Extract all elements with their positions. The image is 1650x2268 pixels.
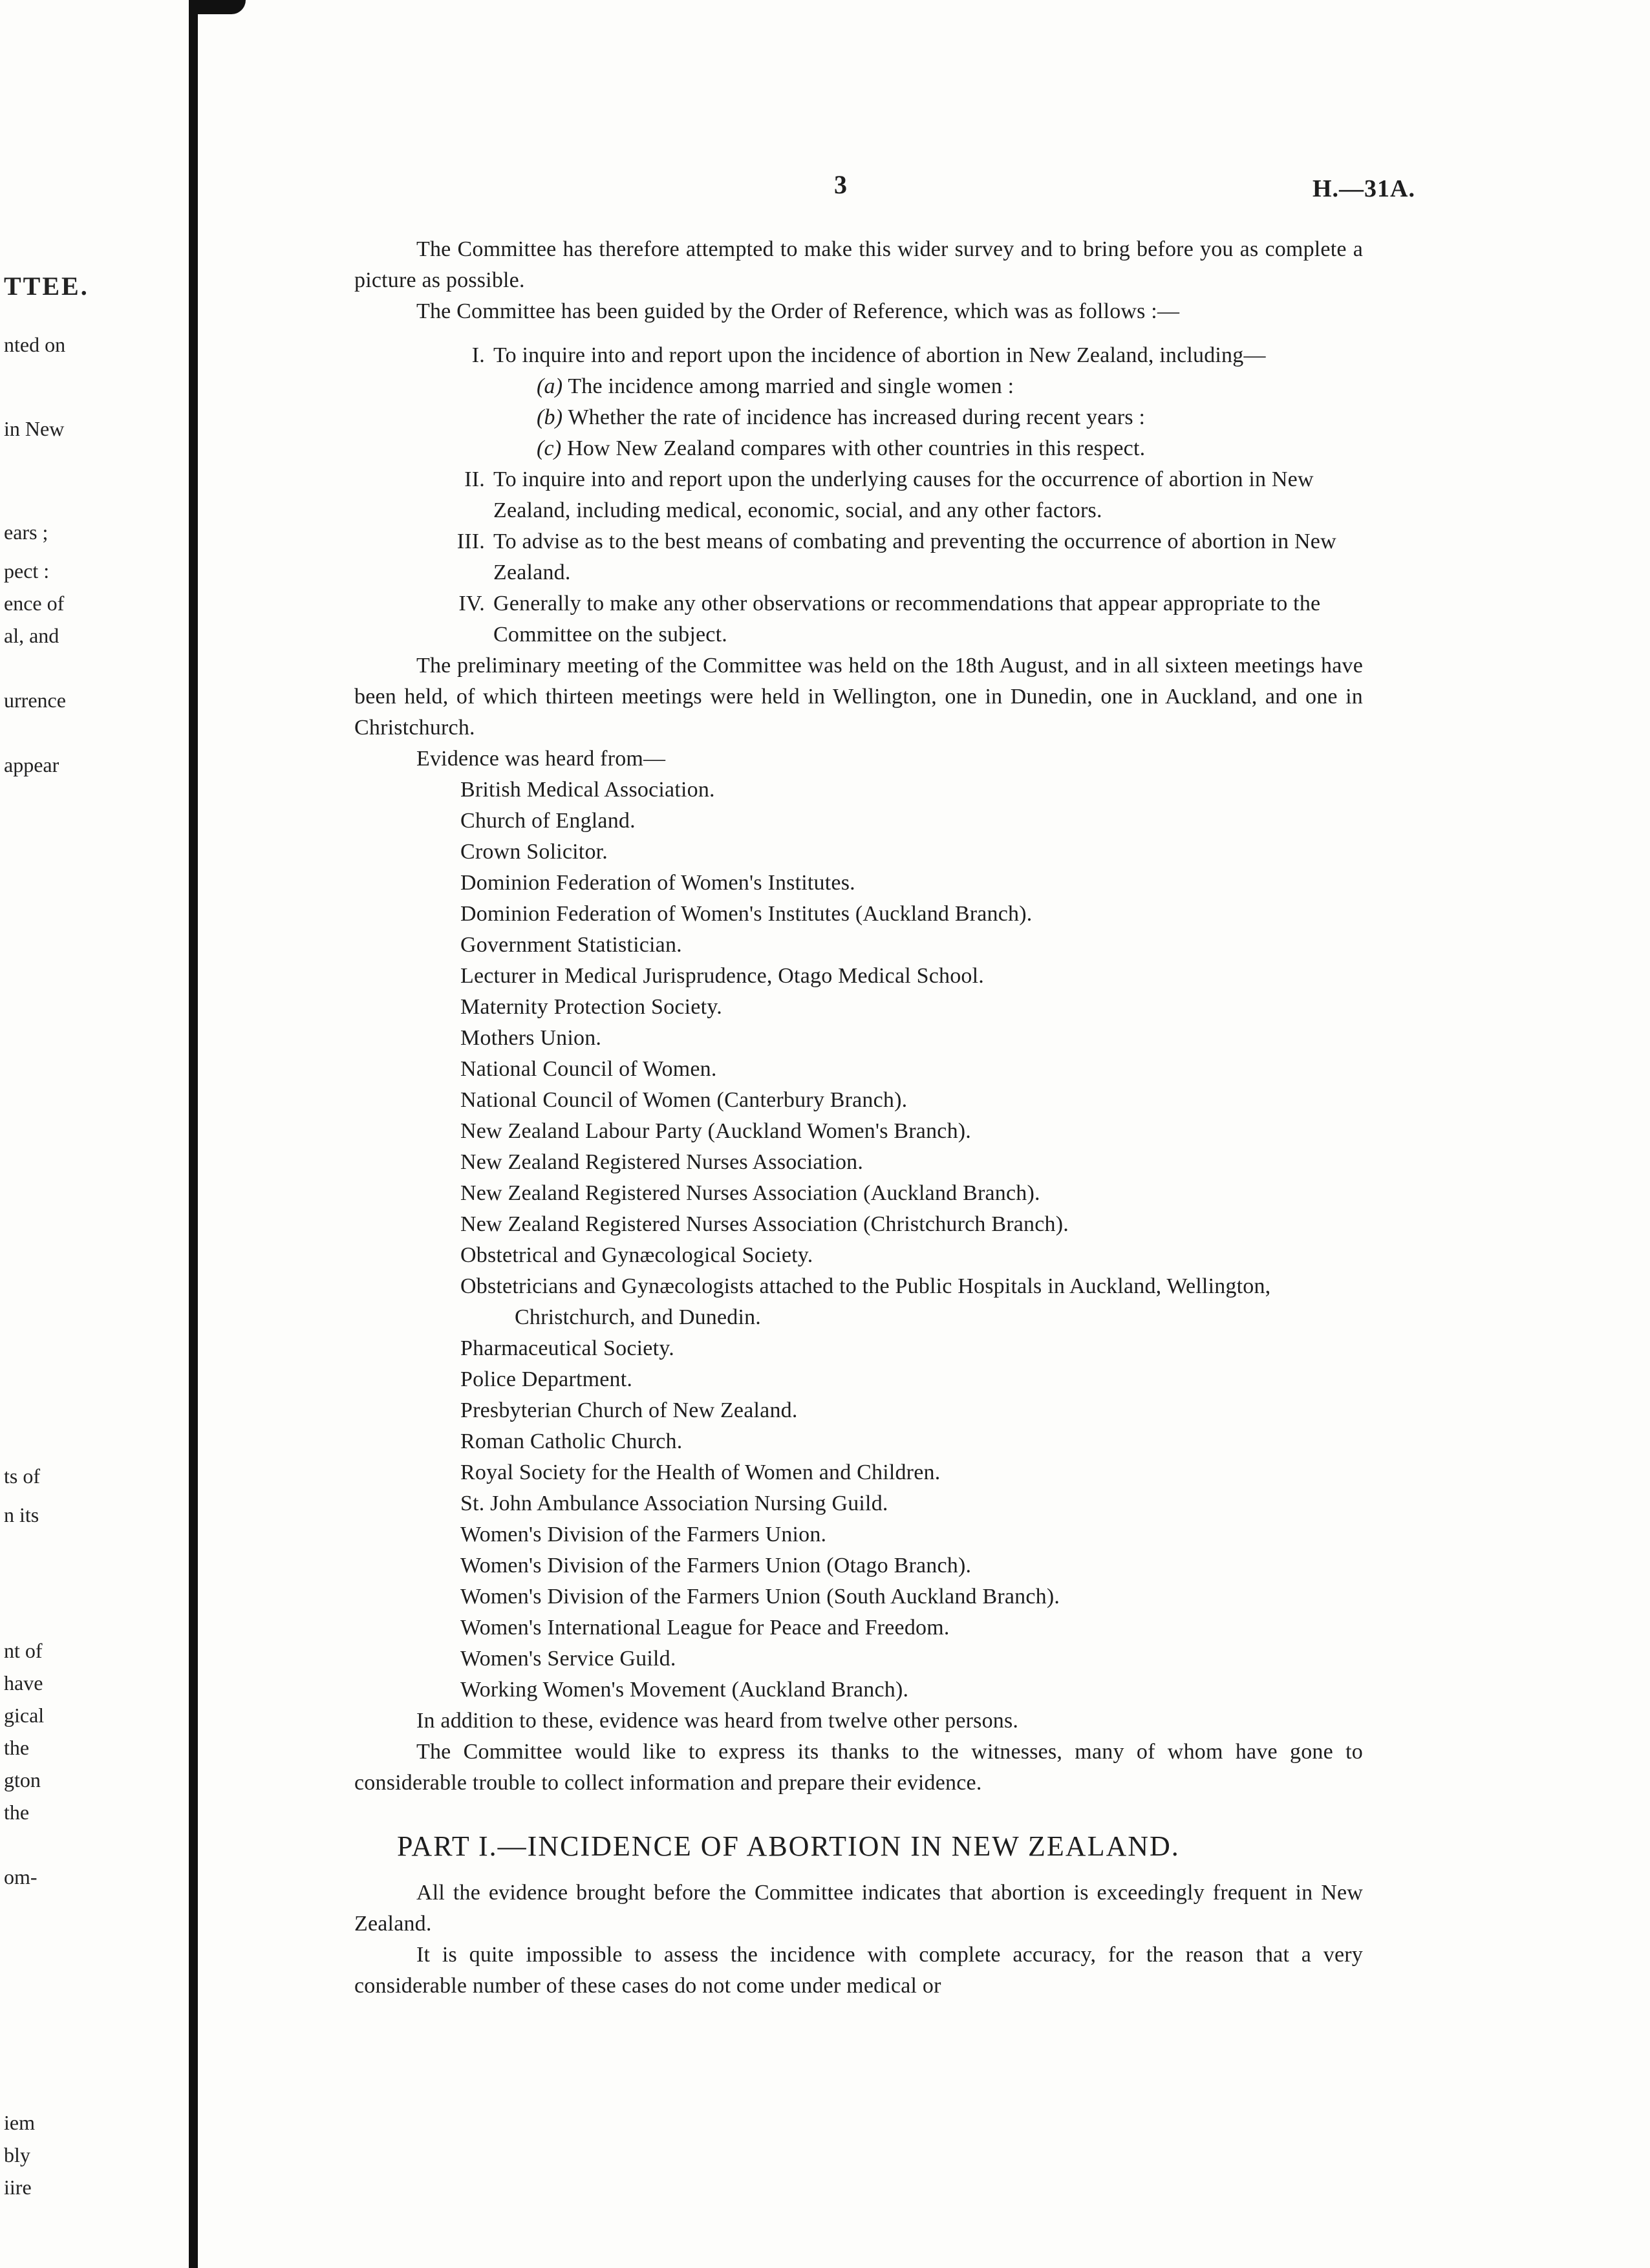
previous-page-text-fragment: iem	[4, 2111, 35, 2134]
previous-page-text-fragment: gical	[4, 1704, 45, 1727]
reference-numeral: I.	[471, 343, 485, 367]
reference-sub-list	[354, 371, 1363, 464]
previous-page-text-fragment: appear	[4, 753, 59, 776]
previous-page-text-fragment: the	[4, 1801, 30, 1824]
evidence-item: New Zealand Registered Nurses Association (Christchurch Branch).	[460, 1212, 1069, 1236]
reference-text: Generally to make any other observations or recommendations that appear appropriate to the Committee on the subject.	[493, 592, 1321, 647]
previous-page-text-fragment: pect :	[4, 559, 50, 583]
evidence-item: Obstetrical and Gynæcological Society.	[460, 1243, 813, 1267]
previous-page-text-fragment: iire	[4, 2176, 32, 2199]
previous-page-text-fragment: ts of	[4, 1464, 40, 1488]
evidence-item: New Zealand Registered Nurses Association.	[460, 1150, 864, 1174]
previous-page-text-fragment: urrence	[4, 689, 66, 712]
previous-page-text-fragment: bly	[4, 2143, 30, 2166]
previous-page-text-fragment: in New	[4, 417, 65, 440]
thanks-paragraph: The Committee would like to express its thanks to the witnesses, many of whom have gone to considerable trouble to collect information and prepare their evidence.	[354, 1740, 1363, 1795]
evidence-item: National Council of Women.	[460, 1057, 717, 1081]
binding-gutter-top	[194, 0, 246, 14]
reference-item-4	[354, 588, 1363, 650]
evidence-item: Police Department.	[460, 1367, 633, 1391]
meetings-paragraph: The preliminary meeting of the Committee was held on the 18th August, and in all sixteen meetings have been held, of which thirteen meetings were held in Wellington, one in Dunedin, one in Auckland, and one in Christchurch.	[354, 654, 1363, 740]
evidence-item: Working Women's Movement (Auckland Branch).	[460, 1678, 909, 1702]
order-of-reference-list	[354, 340, 1363, 650]
evidence-item: Women's International League for Peace and Freedom.	[460, 1616, 950, 1640]
evidence-item: St. John Ambulance Association Nursing Guild.	[460, 1492, 888, 1515]
page-body	[354, 234, 1363, 2002]
evidence-item: Dominion Federation of Women's Institutes.	[460, 871, 855, 895]
evidence-item: New Zealand Labour Party (Auckland Women's Branch).	[460, 1119, 971, 1143]
evidence-item: Presbyterian Church of New Zealand.	[460, 1398, 798, 1422]
part-paragraph: It is quite impossible to assess the incidence with complete accuracy, for the reason that a very considerable number of these cases do not come under medical or	[354, 1943, 1363, 1998]
reference-numeral: III.	[456, 530, 485, 553]
reference-text: To inquire into and report upon the underlying causes for the occurrence of abortion in New Zealand, including medical, economic, social, and any other factors.	[493, 467, 1314, 522]
evidence-item: Lecturer in Medical Jurisprudence, Otago Medical School.	[460, 964, 984, 988]
reference-numeral: IV.	[458, 592, 485, 615]
evidence-item: Royal Society for the Health of Women and Children.	[460, 1460, 941, 1484]
reference-item-2	[354, 464, 1363, 526]
part-heading: PART I.—INCIDENCE OF ABORTION IN NEW ZEALAND.	[397, 1830, 1180, 1862]
evidence-item: Women's Division of the Farmers Union (South Auckland Branch).	[460, 1585, 1060, 1609]
order-of-reference-intro: The Committee has been guided by the Order of Reference, which was as follows :—	[416, 299, 1180, 323]
sub-item: (b) Whether the rate of incidence has increased during recent years :	[537, 405, 1146, 429]
previous-page-text-fragment: al, and	[4, 624, 59, 647]
evidence-intro: Evidence was heard from—	[416, 747, 666, 771]
evidence-list	[354, 775, 1363, 1706]
page-number: 3	[834, 170, 847, 199]
previous-page-text-fragment: ence of	[4, 592, 65, 615]
evidence-item: Pharmaceutical Society.	[460, 1336, 674, 1360]
reference-numeral: II.	[464, 467, 485, 491]
evidence-item: Women's Division of the Farmers Union.	[460, 1523, 827, 1546]
evidence-item: Government Statistician.	[460, 933, 682, 957]
document-reference: H.—31A.	[1312, 175, 1415, 202]
evidence-item: New Zealand Registered Nurses Association (Auckland Branch).	[460, 1181, 1040, 1205]
evidence-item: Church of England.	[460, 809, 636, 833]
evidence-item: Maternity Protection Society.	[460, 995, 722, 1019]
evidence-item: Mothers Union.	[460, 1026, 602, 1050]
previous-page-text-fragment: gton	[4, 1768, 41, 1792]
evidence-item: Roman Catholic Church.	[460, 1429, 683, 1453]
evidence-item: Crown Solicitor.	[460, 840, 608, 864]
reference-item-1	[354, 340, 1363, 371]
reference-text: To advise as to the best means of combating and preventing the occurrence of abortion in New Zealand.	[493, 530, 1336, 584]
previous-page-text-fragment: nt of	[4, 1639, 43, 1662]
sub-item: (c) How New Zealand compares with other countries in this respect.	[537, 436, 1146, 460]
previous-page-margin	[0, 0, 188, 2268]
evidence-item: Women's Division of the Farmers Union (Otago Branch).	[460, 1554, 972, 1578]
previous-page-text-fragment: have	[4, 1671, 43, 1695]
evidence-item: Dominion Federation of Women's Institutes (Auckland Branch).	[460, 902, 1033, 926]
binding-gutter	[189, 0, 198, 2268]
part-paragraph: All the evidence brought before the Committee indicates that abortion is exceedingly frequent in New Zealand.	[354, 1881, 1363, 1936]
intro-paragraph: The Committee has therefore attempted to make this wider survey and to bring before you as complete a picture as possible.	[354, 237, 1363, 292]
previous-page-text-fragment: the	[4, 1736, 30, 1759]
evidence-item: Obstetricians and Gynæcologists attached to the Public Hospitals in Auckland, Wellington, Christchurch, and Dunedin.	[460, 1274, 1271, 1329]
addition-paragraph: In addition to these, evidence was heard from twelve other persons.	[416, 1709, 1019, 1733]
previous-page-text-fragment: om-	[4, 1865, 38, 1888]
previous-page-text-fragment: nted on	[4, 333, 66, 356]
evidence-item: British Medical Association.	[460, 778, 715, 802]
evidence-item: National Council of Women (Canterbury Branch).	[460, 1088, 908, 1112]
previous-page-text-fragment: ears ;	[4, 520, 48, 544]
evidence-item: Women's Service Guild.	[460, 1647, 676, 1671]
reference-text: To inquire into and report upon the incidence of abortion in New Zealand, including—	[493, 343, 1266, 367]
previous-page-text-fragment: n its	[4, 1503, 39, 1526]
reference-item-3	[354, 526, 1363, 588]
sub-item: (a) The incidence among married and single women :	[537, 374, 1014, 398]
previous-page-text-fragment: TTEE.	[4, 272, 89, 301]
